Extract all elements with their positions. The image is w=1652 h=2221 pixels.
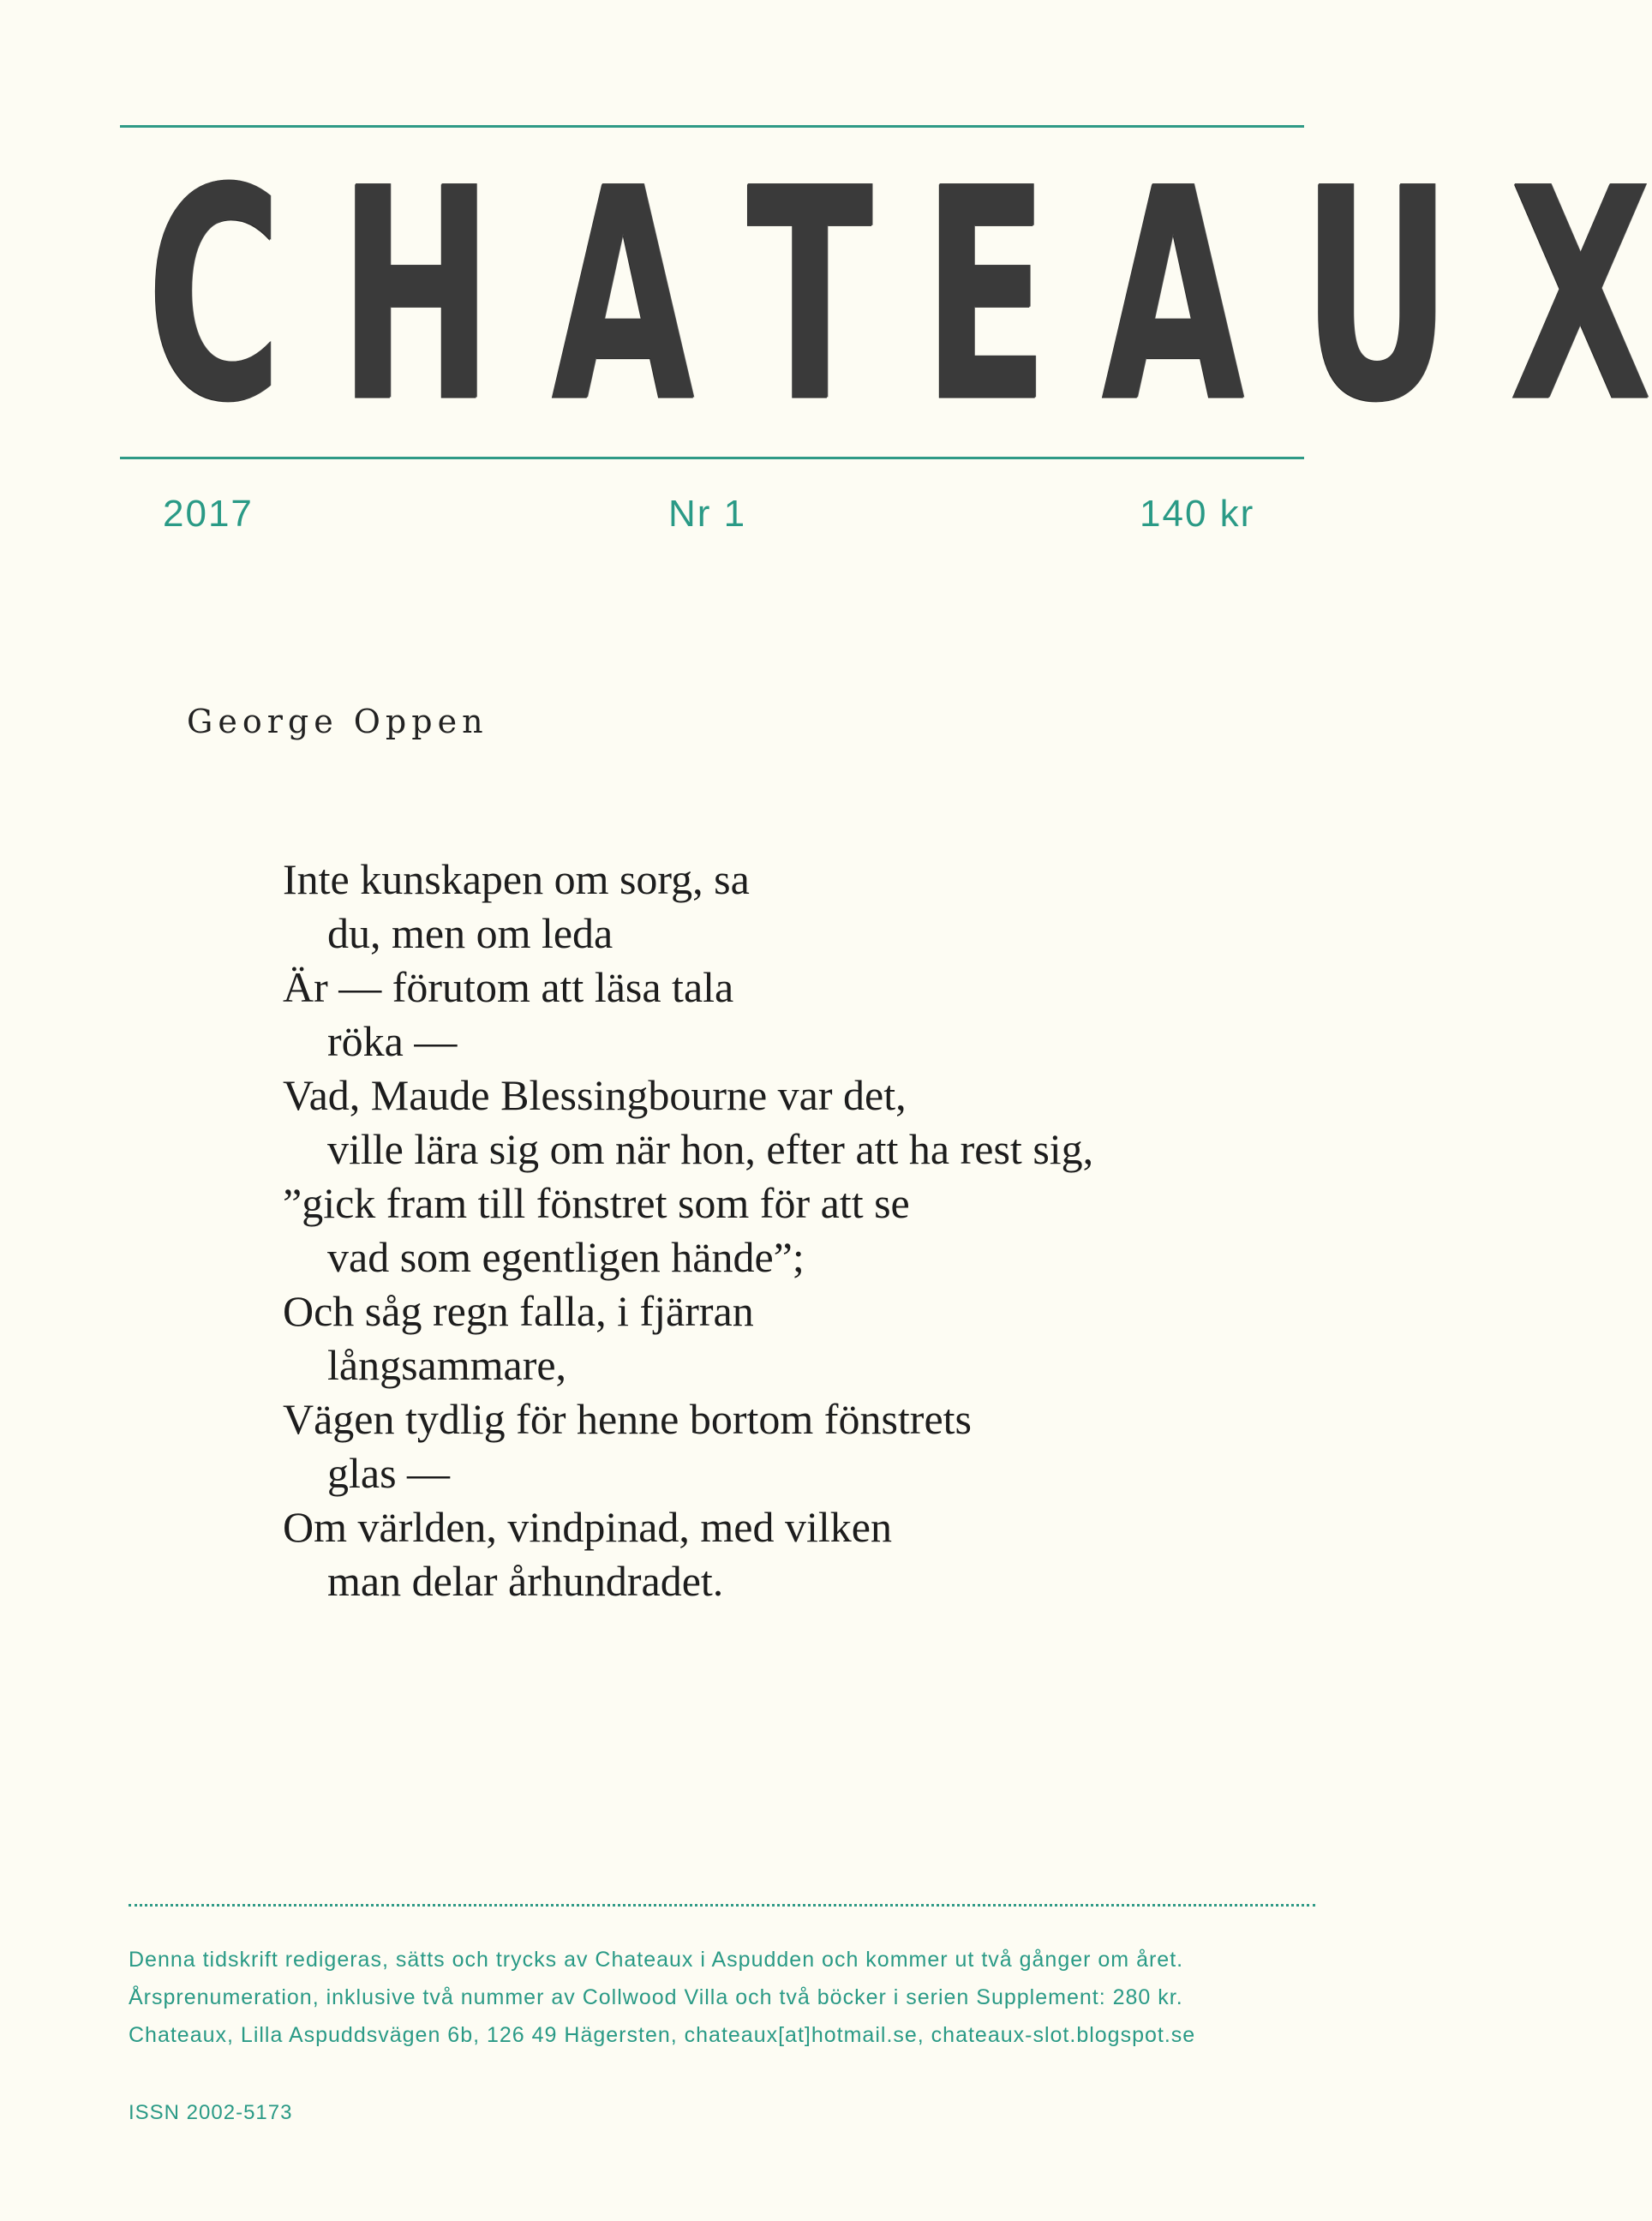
masthead-letter: U bbox=[1302, 125, 1452, 467]
colophon-line: Denna tidskrift redigeras, sätts och trycks av Chateaux i Aspudden och kommer ut två gånger om året. bbox=[129, 1948, 1184, 1972]
masthead-letter: E bbox=[922, 125, 1050, 467]
masthead-letter: A bbox=[551, 125, 695, 467]
issue-price: 140 kr bbox=[1140, 493, 1255, 535]
footer-dotted-rule bbox=[129, 1904, 1315, 1907]
poem-line: långsammare, bbox=[327, 1341, 567, 1389]
poem-line: Och såg regn falla, i fjärran bbox=[283, 1287, 754, 1335]
poem-line: Är — förutom att läsa tala bbox=[283, 963, 734, 1011]
poem-line: vad som egentligen hände”; bbox=[327, 1233, 805, 1281]
issn-number: ISSN 2002-5173 bbox=[129, 2101, 293, 2124]
poem-line: man delar århundradet. bbox=[327, 1557, 724, 1605]
masthead-letter: A bbox=[1101, 125, 1245, 467]
poem-line: ”gick fram till fönstret som för att se bbox=[283, 1179, 910, 1227]
colophon-line: Årsprenumeration, inklusive två nummer av Collwood Villa och två böcker i serien Supplement: 280 kr. bbox=[129, 1985, 1183, 2009]
poem-line: glas — bbox=[327, 1449, 451, 1497]
issue-number: Nr 1 bbox=[668, 493, 747, 535]
masthead-letter: X bbox=[1509, 125, 1652, 467]
poem-line: ville lära sig om när hon, efter att ha rest sig, bbox=[327, 1125, 1094, 1173]
colophon-line: Chateaux, Lilla Aspuddsvägen 6b, 126 49 Hägersten, chateaux[at]hotmail.se, chateaux-slot.blogspot.se bbox=[129, 2023, 1196, 2047]
masthead-bottom-rule bbox=[120, 457, 1304, 459]
poem-line: du, men om leda bbox=[327, 909, 614, 957]
masthead-letter: C bbox=[146, 125, 283, 467]
poem-body bbox=[283, 853, 1294, 1608]
poem-line: Om världen, vindpinad, med vilken bbox=[283, 1503, 892, 1551]
masthead-letter: T bbox=[747, 125, 874, 467]
issue-year: 2017 bbox=[163, 493, 254, 535]
poem-author: George Oppen bbox=[187, 703, 488, 740]
poem-line: röka — bbox=[327, 1017, 458, 1065]
poem-line: Vägen tydlig för henne bortom fönstrets bbox=[283, 1395, 972, 1443]
masthead-title bbox=[120, 125, 1652, 467]
poem-line: Inte kunskapen om sorg, sa bbox=[283, 855, 750, 903]
colophon bbox=[129, 1941, 1328, 2054]
masthead-letter: H bbox=[338, 125, 494, 467]
poem-line: Vad, Maude Blessingbourne var det, bbox=[283, 1071, 907, 1119]
